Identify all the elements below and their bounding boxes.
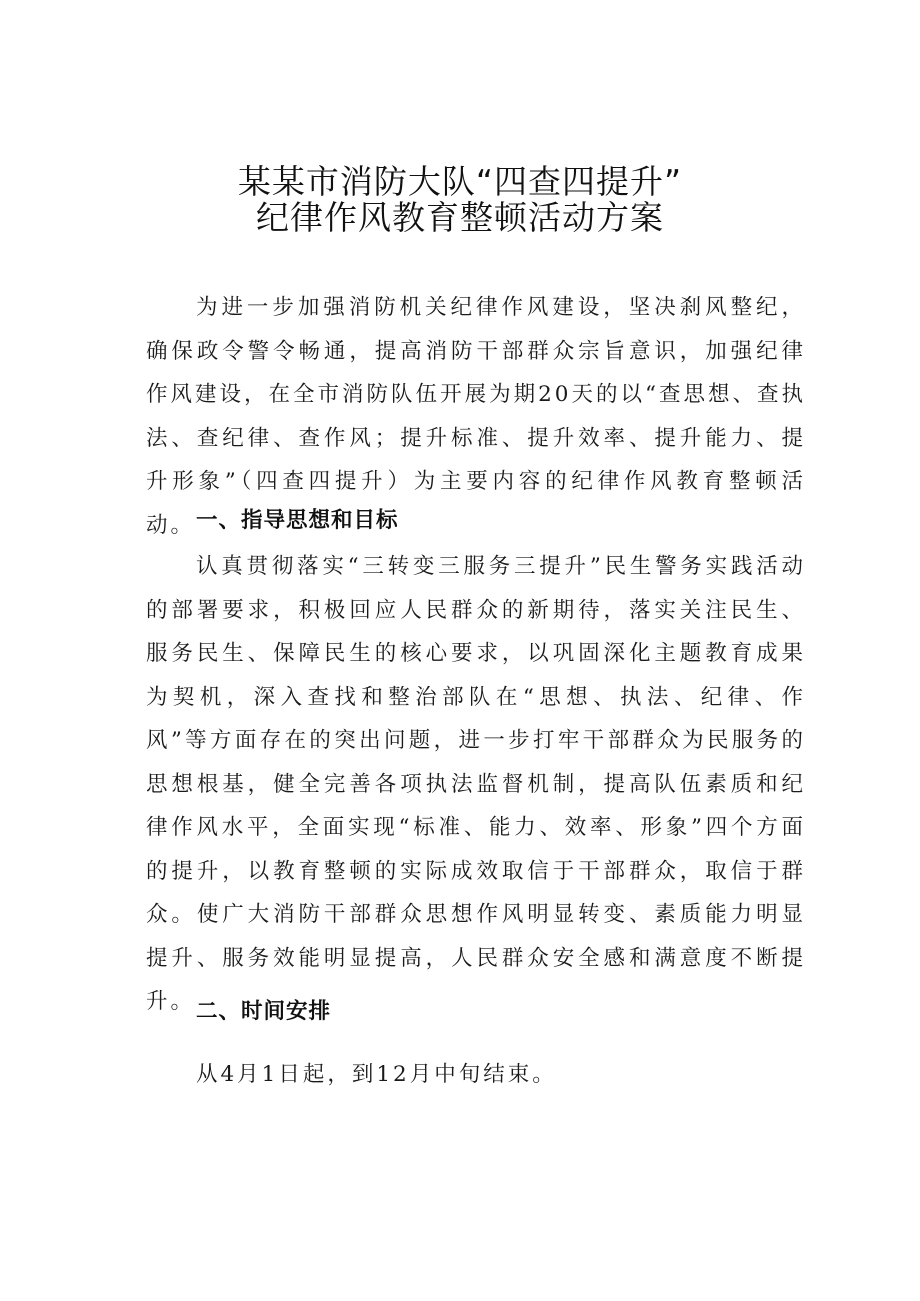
document-title-line-1: 某某市消防大队“四查四提升” [237, 162, 683, 201]
section-heading-schedule: 二、时间安排 [196, 999, 332, 1024]
section-heading-guiding-thought: 一、指导思想和目标 [196, 508, 399, 533]
section-paragraph-guiding-thought: 认真贯彻落实“三转变三服务三提升”民生警务实践活动的部署要求，积极回应人民群众的新期待，落实关注民生、服务民生、保障民生的核心要求，以巩固深化主题教育成果为契机，深入查找和整治部队在“思想、执法、纪律、作风”等方面存在的突出问题，进一步打牢干部群众为民服务的思想根基，健全完善各项执法监督机制，提高队伍素质和纪律作风水平，全面实现“标准、能力、效率、形象”四个方面的提升，以教育整顿的实际成效取信于干部群众，取信于群众。使广大消防干部群众思想作风明显转变、素质能力明显提升、服务效能明显提高，人民群众安全感和满意度不断提升。 [146, 554, 806, 1014]
intro-paragraph: 为进一步加强消防机关纪律作风建设，坚决刹风整纪，确保政令警令畅通，提高消防干部群众宗旨意识，加强纪律作风建设，在全市消防队伍开展为期20天的以“查思想、查执法、查纪律、查作风；提升标准、提升效率、提升能力、提升形象”（四查四提升）为主要内容的纪律作风教育整顿活动。 [146, 295, 806, 538]
section-paragraph-schedule: 从4月1日起，到12月中旬结束。 [196, 1062, 557, 1087]
document-title-line-2: 纪律作风教育整顿活动方案 [256, 198, 664, 237]
